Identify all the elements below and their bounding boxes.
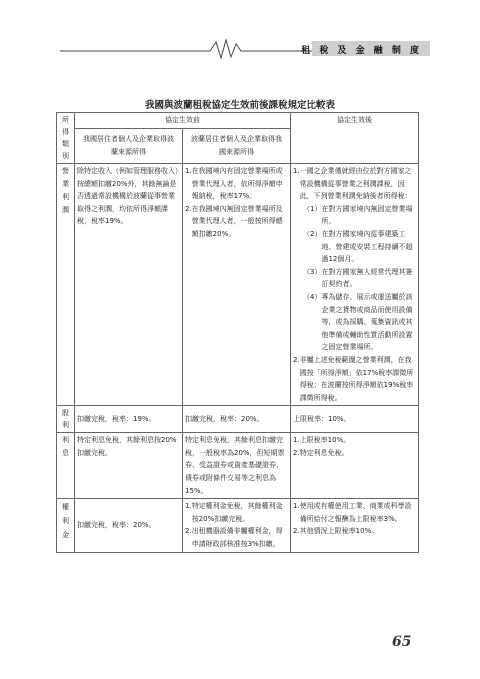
royalty-after <box>291 499 419 552</box>
list-item: 2. 在我國境內無固定營業場所及營業代理人者，一般按所得總額扣繳20%。 <box>185 204 283 238</box>
interest-before-resident: 特定利息免稅，其餘利息按20%扣繳完稅。 <box>75 433 183 499</box>
list-item: 1. 使用或有權使用工業、商業或科學設備所給付之報酬為上限稅率3%。 <box>293 502 412 523</box>
table-row-business-profits <box>57 164 419 406</box>
list-item: （4） 專為儲存、展示或運送屬於該企業之貨物或商品而使用設備等，或為採購、蒐集資訊或其他準備或輔助性質活動所設置之固定營業場所。 <box>303 292 413 352</box>
category-header: 所得類別 <box>57 113 75 164</box>
page-header <box>60 38 430 60</box>
interest-before-poland: 特定利息免稅，其餘利息扣繳完稅，一般稅率為20%，但短期票券、受益證券或資產基礎證券、債券或附條件交易等之利息為15%。 <box>183 433 291 499</box>
list-item: （2） 在對方國家境內從事建築工地、營建或安裝工程持續不超過12個月。 <box>303 229 413 264</box>
before-poland-header: 波蘭居住者個人及企業取得我國來源所得 <box>183 128 291 163</box>
table-header-row <box>57 113 419 129</box>
list-item: 2. 非屬上述免稅範圍之營業利潤，在我國按「所得淨額」依17%稅率課徵所得稅；在波蘭按所得淨額依19%稅率課徵所得稅。 <box>293 355 414 402</box>
royalty-before-resident: 扣繳完稅，稅率：20%。 <box>75 499 183 552</box>
list-item: 1. 在我國境內有固定營業場所或營業代理人者，依所得淨額申報納稅，稅率17%。 <box>185 167 283 201</box>
category-business: 營業利潤 <box>57 164 75 406</box>
dividend-after: 上限稅率：10%。 <box>291 406 419 433</box>
comparison-table <box>56 112 419 553</box>
section-title: 租 稅 及 金 融 制 度 <box>301 46 422 56</box>
table-row-interest <box>57 433 419 499</box>
business-before-poland <box>183 164 291 406</box>
category-dividend: 股利 <box>57 406 75 433</box>
list-item: （1） 在對方國家境內無固定營業場所。 <box>303 204 413 226</box>
dividend-before-poland: 扣繳完稅，稅率：20%。 <box>183 406 291 433</box>
list-item: 2. 特定利息免稅。 <box>293 448 349 457</box>
before-resident-header: 我國居住者個人及企業取得波蘭來源所得 <box>75 128 183 163</box>
list-item: 1. 一國之企業僅就經由位於對方國家之常設機構從事營業之利潤課稅，因此，下列營業利潤免納後者所得稅： <box>293 167 412 201</box>
page-number: 65 <box>392 634 412 650</box>
category-interest: 利息 <box>57 433 75 499</box>
royalty-before-poland <box>183 499 291 552</box>
document-title: 我國與波蘭租稅協定生效前後課稅規定比較表 <box>144 100 335 111</box>
interest-after <box>291 433 419 499</box>
dividend-before-resident: 扣繳完稅，稅率：19%。 <box>75 406 183 433</box>
list-item: 1. 上限稅率10%。 <box>293 436 351 445</box>
business-after <box>291 164 419 406</box>
list-item: 2. 其他情況上限稅率10%。 <box>293 527 379 536</box>
business-before-resident: 除特定收入（例如管理服務收入）按總額扣繳20%外，其餘無論是否透過常設機構於波蘭從事營業取得之利潤，均依所得淨額課稅，稅率19%。 <box>75 164 183 406</box>
list-item: 2. 出租機器設備非屬權利金，得申請財政部核准按3%扣繳。 <box>185 527 283 549</box>
before-header: 協定生效前 <box>75 113 291 129</box>
category-royalty: 權利金 <box>57 499 75 552</box>
table-row-royalties <box>57 499 419 552</box>
table-row-dividends <box>57 406 419 433</box>
after-header: 協定生效後 <box>291 113 419 164</box>
list-item: （3） 在對方國家無人經常代理其簽訂契約者。 <box>303 267 413 289</box>
list-item: 1. 特定權利金免稅，其餘權利金按20%扣繳完稅。 <box>185 502 283 523</box>
